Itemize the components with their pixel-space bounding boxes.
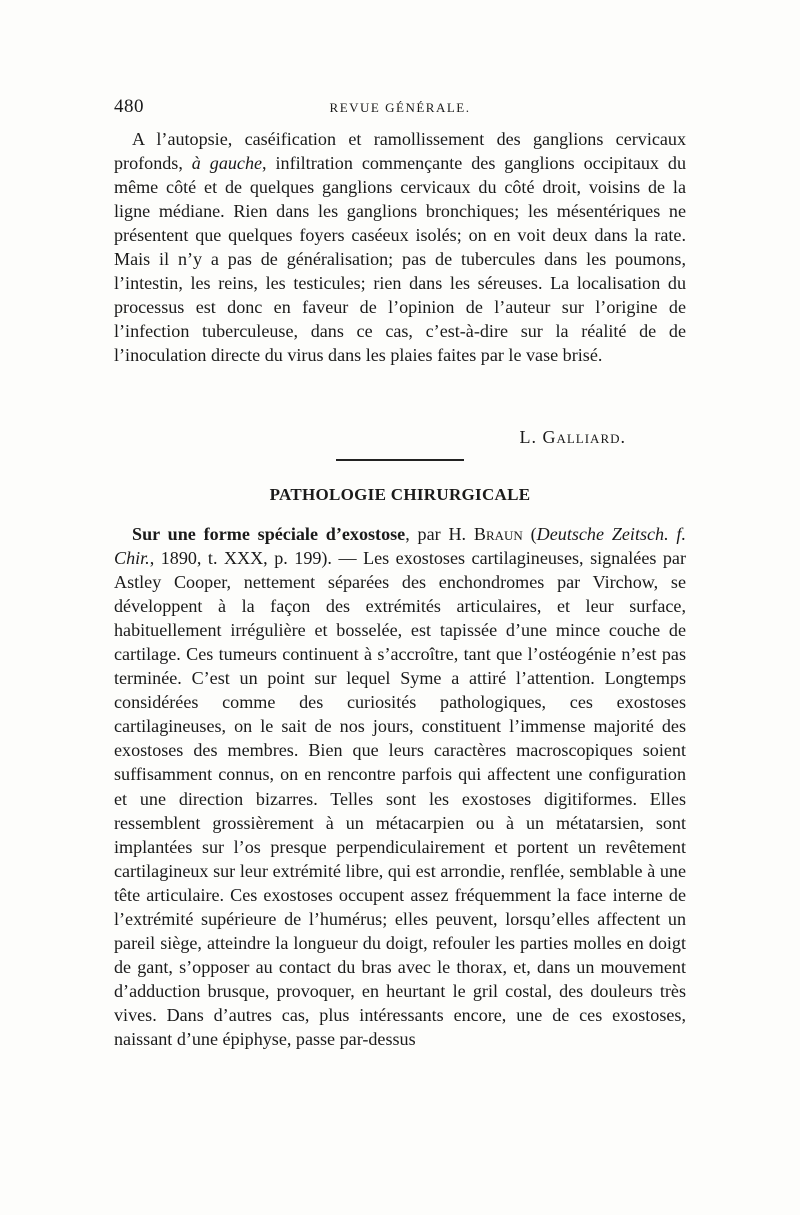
autopsy-paragraph xyxy=(114,127,686,367)
section-title: PATHOLOGIE CHIRURGICALE xyxy=(269,485,531,504)
signature-initial: L. xyxy=(519,427,537,447)
signature-name: Galliard. xyxy=(542,427,626,447)
article-author: Braun xyxy=(473,524,523,544)
running-head: REVUE GÉNÉRALE. xyxy=(329,100,471,115)
paragraph-italic: à gauche xyxy=(191,153,263,174)
paragraph-text: A l’autopsie, caséification et ramollissement des ganglions cervicaux profonds, xyxy=(114,129,686,174)
article-body: Les exostoses cartilagineuses, signalées par Astley Cooper, nettement séparées des enchondromes par Virchow, se développent à la façon des extrémités articulaires, et leur surface, habituellement irrégulière et bosselée, est tapissée d’une mince couche de cartilage. Ces tumeurs continuent à s’accroître, tant que l’ostéogénie n’est pas terminée. C’est un point sur lequel Syme a attiré l’attention. Longtemps considérées comme des curiosités pathologiques, ces exostoses cartilagineuses, on le sait de nos jours, constituent l’immense majorité des exostoses des membres. Bien que leurs caractères macroscopiques soient suffisamment connus, on en rencontre parfois qui affectent une configuration et une direction bizarres. Telles sont les exostoses digitiformes. Elles ressemblent grossièrement à un métacarpien ou à un métatarsien, sont implantées sur l’os presque perpendiculairement et portent un revêtement cartilagineux sur leur extrémité libre, qui est arrondie, renflée, semblable à une tête articulaire. Ces exostoses occupent assez fréquemment la face interne de l’extrémité supérieure de l’humérus; elles peuvent, lorsqu’elles affectent un pareil siège, atteindre la longueur du doigt, refouler les parties molles en doigt de gant, s’opposer au contact du bras avec le thorax, et, dans un mouvement d’adduction brusque, provoquer, en heurtant le gril costal, des douleurs très vives. Dans d’autres cas, plus intéressants encore, une de ces exostoses, naissant d’une épiphyse, passe par-dessus xyxy=(114,548,686,1049)
section-divider xyxy=(336,459,464,461)
article-paren: ( xyxy=(522,524,537,544)
author-signature xyxy=(114,427,626,448)
article-title: Sur une forme spéciale d’exostose xyxy=(132,524,406,544)
article-citation: , 1890, t. XXX, p. 199). — xyxy=(149,548,364,569)
page-number: 480 xyxy=(114,96,144,117)
article-by: , par H. xyxy=(405,524,474,544)
article-journal: Deutsche Zeitsch. f. Chir. xyxy=(114,524,686,569)
paragraph-text: , infiltration commençante des ganglions occipitaux du même côté et de quelques ganglions cervicaux du côté droit, voisins de la ligne médiane. Rien dans les ganglions bronchiques; les mésentériques ne présentent que quelques foyers caséeux isolés; on en voit deux dans la rate. Mais il n’y a pas de généralisation; pas de tubercules dans les poumons, l’intestin, les reins, les testicules; rien dans les séreuses. La localisation du processus est donc en faveur de l’opinion de l’auteur sur l’origine de l’infection tuberculeuse, dans ce cas, c’est-à-dire sur la réalité de de l’inoculation directe du virus dans les plaies faites par le vase brisé. xyxy=(114,153,687,366)
page-header xyxy=(114,96,686,120)
article-paragraph xyxy=(114,522,686,1051)
